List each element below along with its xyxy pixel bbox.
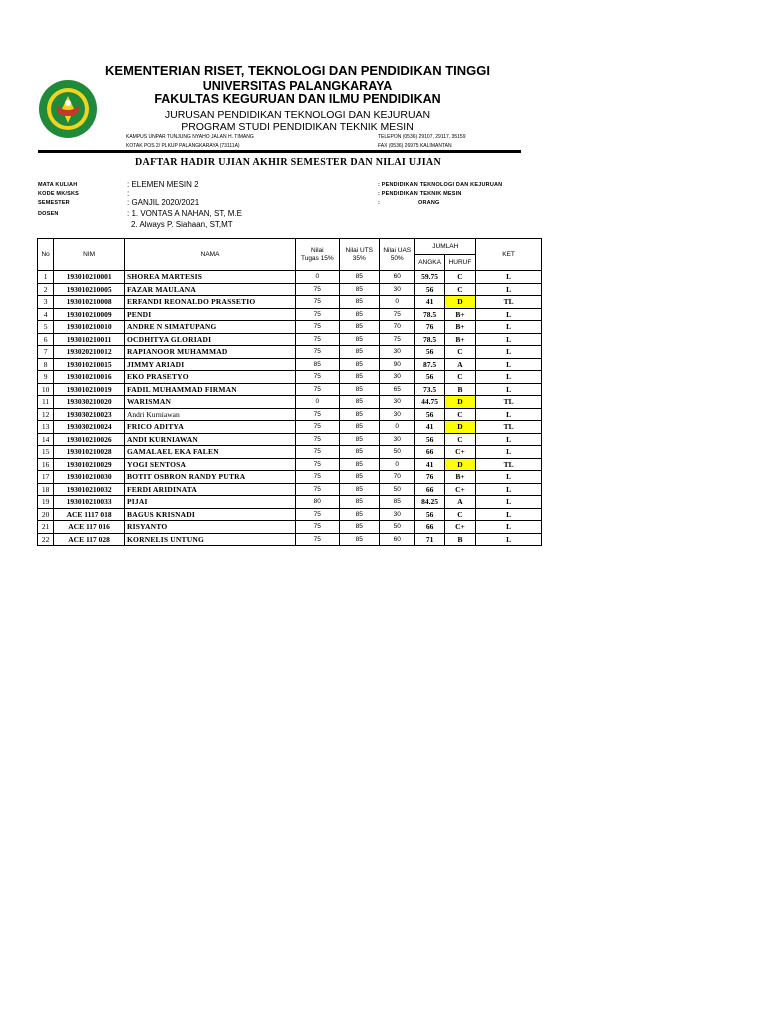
- cell-angka: 66: [415, 446, 444, 459]
- cell-ket: L: [476, 433, 542, 446]
- cell-uas: 75: [380, 333, 415, 346]
- university-logo: [38, 79, 98, 139]
- cell-nama: EKO PRASETYO: [125, 371, 296, 384]
- cell-huruf: B: [444, 383, 475, 396]
- cell-no: 6: [38, 333, 54, 346]
- cell-nama: BOTIT OSBRON RANDY PUTRA: [125, 471, 296, 484]
- cell-uts: 85: [339, 333, 379, 346]
- col-uas-label: Nilai UAS 50%: [383, 246, 412, 262]
- table-row: [38, 283, 542, 296]
- cell-uts: 85: [339, 383, 379, 396]
- cell-uts: 85: [339, 283, 379, 296]
- cell-uas: 60: [380, 271, 415, 284]
- cell-huruf: C: [444, 433, 475, 446]
- cell-angka: 73.5: [415, 383, 444, 396]
- cell-tugas: 85: [296, 358, 340, 371]
- col-uts: [339, 239, 379, 271]
- cell-angka: 56: [415, 371, 444, 384]
- cell-tugas: 75: [296, 371, 340, 384]
- cell-uts: 85: [339, 371, 379, 384]
- cell-nim: 193010210005: [54, 283, 125, 296]
- cell-angka: 66: [415, 521, 444, 534]
- cell-nama: RAPIANOOR MUHAMMAD: [125, 346, 296, 359]
- col-tugas-top: Nilai: [310, 246, 324, 254]
- cell-uas: 30: [380, 408, 415, 421]
- cell-angka: 59.75: [415, 271, 444, 284]
- faculty-name: FAKULTAS KEGURUAN DAN ILMU PENDIDIKAN: [154, 92, 441, 106]
- jurusan-value: : PENDIDIKAN TEKNOLOGI DAN KEJURUAN: [378, 182, 503, 188]
- cell-uas: 60: [380, 533, 415, 546]
- cell-uas: 0: [380, 421, 415, 434]
- cell-tugas: 75: [296, 283, 340, 296]
- cell-ket: L: [476, 483, 542, 496]
- cell-ket: L: [476, 371, 542, 384]
- semester-label: SEMESTER: [38, 200, 70, 206]
- cell-nama: GAMALAEL EKA FALEN: [125, 446, 296, 459]
- cell-angka: 84.25: [415, 496, 444, 509]
- cell-tugas: 75: [296, 483, 340, 496]
- cell-nim: 193020210012: [54, 346, 125, 359]
- cell-angka: 44.75: [415, 396, 444, 409]
- cell-tugas: 75: [296, 446, 340, 459]
- cell-no: 1: [38, 271, 54, 284]
- cell-huruf: C: [444, 371, 475, 384]
- table-row: [38, 471, 542, 484]
- cell-nim: 193010210033: [54, 496, 125, 509]
- cell-nim: 193030210023: [54, 408, 125, 421]
- cell-uts: 85: [339, 271, 379, 284]
- table-row: [38, 483, 542, 496]
- cell-ket: L: [476, 333, 542, 346]
- cell-huruf: C: [444, 346, 475, 359]
- cell-uts: 85: [339, 321, 379, 334]
- cell-huruf: D: [444, 458, 475, 471]
- cell-uts: 85: [339, 496, 379, 509]
- cell-uas: 30: [380, 508, 415, 521]
- cell-angka: 41: [415, 458, 444, 471]
- cell-tugas: 75: [296, 408, 340, 421]
- cell-uas: 85: [380, 496, 415, 509]
- table-row: [38, 308, 542, 321]
- cell-no: 14: [38, 433, 54, 446]
- cell-angka: 56: [415, 346, 444, 359]
- table-row: [38, 271, 542, 284]
- cell-huruf: D: [444, 396, 475, 409]
- cell-tugas: 75: [296, 471, 340, 484]
- cell-tugas: 75: [296, 346, 340, 359]
- cell-uts: 85: [339, 408, 379, 421]
- document-title: DAFTAR HADIR UJIAN AKHIR SEMESTER DAN NILAI UJIAN: [135, 157, 441, 168]
- cell-nama: YOGI SENTOSA: [125, 458, 296, 471]
- cell-nama: ANDI KURNIAWAN: [125, 433, 296, 446]
- cell-nim: 193010210032: [54, 483, 125, 496]
- col-nim: NIM: [54, 239, 125, 271]
- grades-table: [37, 238, 542, 546]
- cell-nama: SHOREA MARTESIS: [125, 271, 296, 284]
- table-row: [38, 408, 542, 421]
- cell-ket: L: [476, 383, 542, 396]
- cell-nim: ACE 117 028: [54, 533, 125, 546]
- table-row: [38, 358, 542, 371]
- cell-nim: ACE 117 016: [54, 521, 125, 534]
- table-row: [38, 521, 542, 534]
- cell-nama: ERFANDI REONALDO PRASSETIO: [125, 296, 296, 309]
- cell-ket: L: [476, 471, 542, 484]
- cell-nama: Andri Kurniawan: [125, 408, 296, 421]
- cell-nama: BAGUS KRISNADI: [125, 508, 296, 521]
- cell-nama: PENDI: [125, 308, 296, 321]
- cell-huruf: B+: [444, 471, 475, 484]
- cell-angka: 41: [415, 296, 444, 309]
- cell-uts: 85: [339, 433, 379, 446]
- cell-ket: L: [476, 283, 542, 296]
- dosen-value-2: 2. Always P. Siahaan, ST,MT: [131, 220, 233, 229]
- table-row: [38, 346, 542, 359]
- cell-uts: 85: [339, 471, 379, 484]
- table-row: [38, 533, 542, 546]
- cell-nim: 193010210026: [54, 433, 125, 446]
- semester-value: : GANJIL 2020/2021: [127, 198, 200, 207]
- cell-uas: 30: [380, 346, 415, 359]
- cell-ket: L: [476, 521, 542, 534]
- cell-ket: L: [476, 496, 542, 509]
- kode-value: :: [127, 189, 130, 198]
- cell-angka: 56: [415, 433, 444, 446]
- cell-ket: TL: [476, 296, 542, 309]
- cell-no: 4: [38, 308, 54, 321]
- col-angka: ANGKA: [415, 255, 444, 271]
- cell-uts: 85: [339, 421, 379, 434]
- address-line-2: KOTAK POS 2/ PLKUP PALANGKARAYA (73111A): [126, 143, 240, 149]
- cell-tugas: 75: [296, 433, 340, 446]
- cell-ket: L: [476, 533, 542, 546]
- cell-nim: 193010210009: [54, 308, 125, 321]
- cell-uts: 85: [339, 533, 379, 546]
- cell-ket: L: [476, 271, 542, 284]
- jumlah-colon: :: [378, 200, 381, 206]
- cell-nim: 193010210011: [54, 333, 125, 346]
- cell-nama: OCDHITYA GLORIADI: [125, 333, 296, 346]
- cell-angka: 78.5: [415, 333, 444, 346]
- cell-nama: KORNELIS UNTUNG: [125, 533, 296, 546]
- cell-nama: FERDI ARIDINATA: [125, 483, 296, 496]
- col-no: No: [38, 239, 54, 271]
- table-row: [38, 508, 542, 521]
- cell-tugas: 75: [296, 321, 340, 334]
- kode-label: KODE MK/SKS: [38, 191, 80, 197]
- cell-nim: 193010210029: [54, 458, 125, 471]
- department-name: JURUSAN PENDIDIKAN TEKNOLOGI DAN KEJURUAN: [164, 109, 431, 121]
- cell-uas: 30: [380, 433, 415, 446]
- col-tugas: [296, 239, 340, 271]
- table-row: [38, 333, 542, 346]
- cell-nama: WARISMAN: [125, 396, 296, 409]
- cell-uas: 70: [380, 321, 415, 334]
- cell-nim: 193010210016: [54, 371, 125, 384]
- cell-ket: L: [476, 408, 542, 421]
- cell-uas: 30: [380, 371, 415, 384]
- cell-huruf: B+: [444, 321, 475, 334]
- fax-line: FAX (0536) 26975 KALIMANTAN: [378, 143, 452, 149]
- cell-tugas: 75: [296, 383, 340, 396]
- cell-no: 18: [38, 483, 54, 496]
- cell-huruf: C: [444, 408, 475, 421]
- cell-tugas: 75: [296, 308, 340, 321]
- cell-uts: 85: [339, 308, 379, 321]
- cell-angka: 56: [415, 408, 444, 421]
- cell-angka: 71: [415, 533, 444, 546]
- cell-uts: 85: [339, 358, 379, 371]
- cell-uas: 0: [380, 296, 415, 309]
- cell-ket: L: [476, 358, 542, 371]
- phone-line: TELEPON (0536) 29107, 29117, 35159: [378, 134, 466, 140]
- table-row: [38, 421, 542, 434]
- cell-no: 11: [38, 396, 54, 409]
- cell-no: 5: [38, 321, 54, 334]
- cell-ket: L: [476, 321, 542, 334]
- cell-no: 13: [38, 421, 54, 434]
- program-name: PROGRAM STUDI PENDIDIKAN TEKNIK MESIN: [181, 121, 414, 133]
- cell-angka: 66: [415, 483, 444, 496]
- cell-nama: JIMMY ARIADI: [125, 358, 296, 371]
- cell-tugas: 0: [296, 396, 340, 409]
- cell-huruf: C: [444, 283, 475, 296]
- cell-uts: 85: [339, 483, 379, 496]
- table-row: [38, 371, 542, 384]
- cell-nim: 193030210020: [54, 396, 125, 409]
- cell-huruf: C+: [444, 483, 475, 496]
- cell-ket: TL: [476, 458, 542, 471]
- cell-no: 22: [38, 533, 54, 546]
- col-jumlah: JUMLAH: [415, 239, 476, 255]
- cell-nim: 193010210015: [54, 358, 125, 371]
- cell-nim: ACE 1117 018: [54, 508, 125, 521]
- cell-tugas: 75: [296, 333, 340, 346]
- cell-nama: RISYANTO: [125, 521, 296, 534]
- cell-huruf: D: [444, 296, 475, 309]
- cell-uas: 30: [380, 283, 415, 296]
- cell-no: 19: [38, 496, 54, 509]
- cell-tugas: 75: [296, 421, 340, 434]
- cell-angka: 76: [415, 471, 444, 484]
- cell-tugas: 75: [296, 508, 340, 521]
- cell-nim: 193010210008: [54, 296, 125, 309]
- cell-angka: 56: [415, 508, 444, 521]
- cell-uas: 50: [380, 483, 415, 496]
- cell-nama: FAZAR MAULANA: [125, 283, 296, 296]
- cell-nim: 193010210030: [54, 471, 125, 484]
- table-row: [38, 396, 542, 409]
- cell-uts: 85: [339, 396, 379, 409]
- table-row: [38, 433, 542, 446]
- cell-ket: L: [476, 308, 542, 321]
- cell-no: 20: [38, 508, 54, 521]
- cell-huruf: C: [444, 508, 475, 521]
- table-row: [38, 446, 542, 459]
- mata-kuliah-value: : ELEMEN MESIN 2: [127, 180, 199, 189]
- cell-uts: 85: [339, 446, 379, 459]
- cell-angka: 41: [415, 421, 444, 434]
- cell-angka: 87.5: [415, 358, 444, 371]
- table-row: [38, 383, 542, 396]
- table-body: [38, 271, 542, 546]
- cell-uas: 65: [380, 383, 415, 396]
- cell-tugas: 75: [296, 458, 340, 471]
- cell-uas: 70: [380, 471, 415, 484]
- cell-huruf: C: [444, 271, 475, 284]
- mata-kuliah-label: MATA KULIAH: [38, 182, 78, 188]
- cell-uas: 30: [380, 396, 415, 409]
- cell-uts: 85: [339, 521, 379, 534]
- cell-uas: 90: [380, 358, 415, 371]
- cell-no: 3: [38, 296, 54, 309]
- cell-nama: FADIL MUHAMMAD FIRMAN: [125, 383, 296, 396]
- col-uas: [380, 239, 415, 271]
- cell-uts: 85: [339, 346, 379, 359]
- university-name: UNIVERSITAS PALANGKARAYA: [202, 79, 393, 93]
- cell-ket: TL: [476, 396, 542, 409]
- cell-huruf: A: [444, 358, 475, 371]
- cell-huruf: B+: [444, 333, 475, 346]
- col-ket: KET: [476, 239, 542, 271]
- cell-uts: 85: [339, 458, 379, 471]
- cell-tugas: 75: [296, 521, 340, 534]
- address-line-1: KAMPUS UNPAR TUNJUNG NYAHO JALAN H. TIMANG: [126, 134, 254, 140]
- cell-nama: PIJAI: [125, 496, 296, 509]
- cell-nim: 193010210028: [54, 446, 125, 459]
- cell-huruf: B+: [444, 308, 475, 321]
- cell-uas: 50: [380, 446, 415, 459]
- cell-uas: 0: [380, 458, 415, 471]
- table-row: [38, 296, 542, 309]
- cell-uts: 85: [339, 296, 379, 309]
- cell-nim: 193030210024: [54, 421, 125, 434]
- col-uts-label: Nilai UTS 35%: [345, 246, 373, 262]
- cell-tugas: 75: [296, 533, 340, 546]
- cell-nama: ANDRE N SIMATUPANG: [125, 321, 296, 334]
- table-row: [38, 496, 542, 509]
- cell-no: 12: [38, 408, 54, 421]
- cell-angka: 56: [415, 283, 444, 296]
- cell-huruf: B: [444, 533, 475, 546]
- col-tugas-bottom: Tugas 15%: [300, 254, 334, 262]
- cell-huruf: C+: [444, 446, 475, 459]
- cell-nim: 193010210001: [54, 271, 125, 284]
- cell-tugas: 0: [296, 271, 340, 284]
- cell-no: 9: [38, 371, 54, 384]
- cell-huruf: A: [444, 496, 475, 509]
- ministry-name: KEMENTERIAN RISET, TEKNOLOGI DAN PENDIDIKAN TINGGI: [105, 63, 490, 78]
- jumlah-orang: ORANG: [418, 200, 440, 206]
- cell-huruf: C+: [444, 521, 475, 534]
- cell-tugas: 75: [296, 296, 340, 309]
- dosen-value-1: : 1. VONTAS A NAHAN, ST, M.E: [127, 209, 242, 218]
- cell-tugas: 80: [296, 496, 340, 509]
- cell-nim: 193010210010: [54, 321, 125, 334]
- cell-no: 16: [38, 458, 54, 471]
- cell-nama: FRICO ADITYA: [125, 421, 296, 434]
- cell-no: 2: [38, 283, 54, 296]
- table-row: [38, 321, 542, 334]
- cell-uas: 50: [380, 521, 415, 534]
- cell-no: 21: [38, 521, 54, 534]
- header-rule: [38, 150, 521, 153]
- cell-uts: 85: [339, 508, 379, 521]
- col-nama: NAMA: [125, 239, 296, 271]
- cell-ket: L: [476, 508, 542, 521]
- cell-no: 17: [38, 471, 54, 484]
- cell-nim: 193010210019: [54, 383, 125, 396]
- cell-no: 7: [38, 346, 54, 359]
- prodi-value: : PENDIDIKAN TEKNIK MESIN: [378, 191, 462, 197]
- cell-ket: L: [476, 346, 542, 359]
- cell-no: 15: [38, 446, 54, 459]
- cell-angka: 76: [415, 321, 444, 334]
- cell-uas: 75: [380, 308, 415, 321]
- dosen-label: DOSEN: [38, 211, 59, 217]
- cell-ket: L: [476, 446, 542, 459]
- cell-ket: TL: [476, 421, 542, 434]
- cell-angka: 78.5: [415, 308, 444, 321]
- cell-huruf: D: [444, 421, 475, 434]
- cell-no: 8: [38, 358, 54, 371]
- table-row: [38, 458, 542, 471]
- cell-no: 10: [38, 383, 54, 396]
- col-huruf: HURUF: [444, 255, 475, 271]
